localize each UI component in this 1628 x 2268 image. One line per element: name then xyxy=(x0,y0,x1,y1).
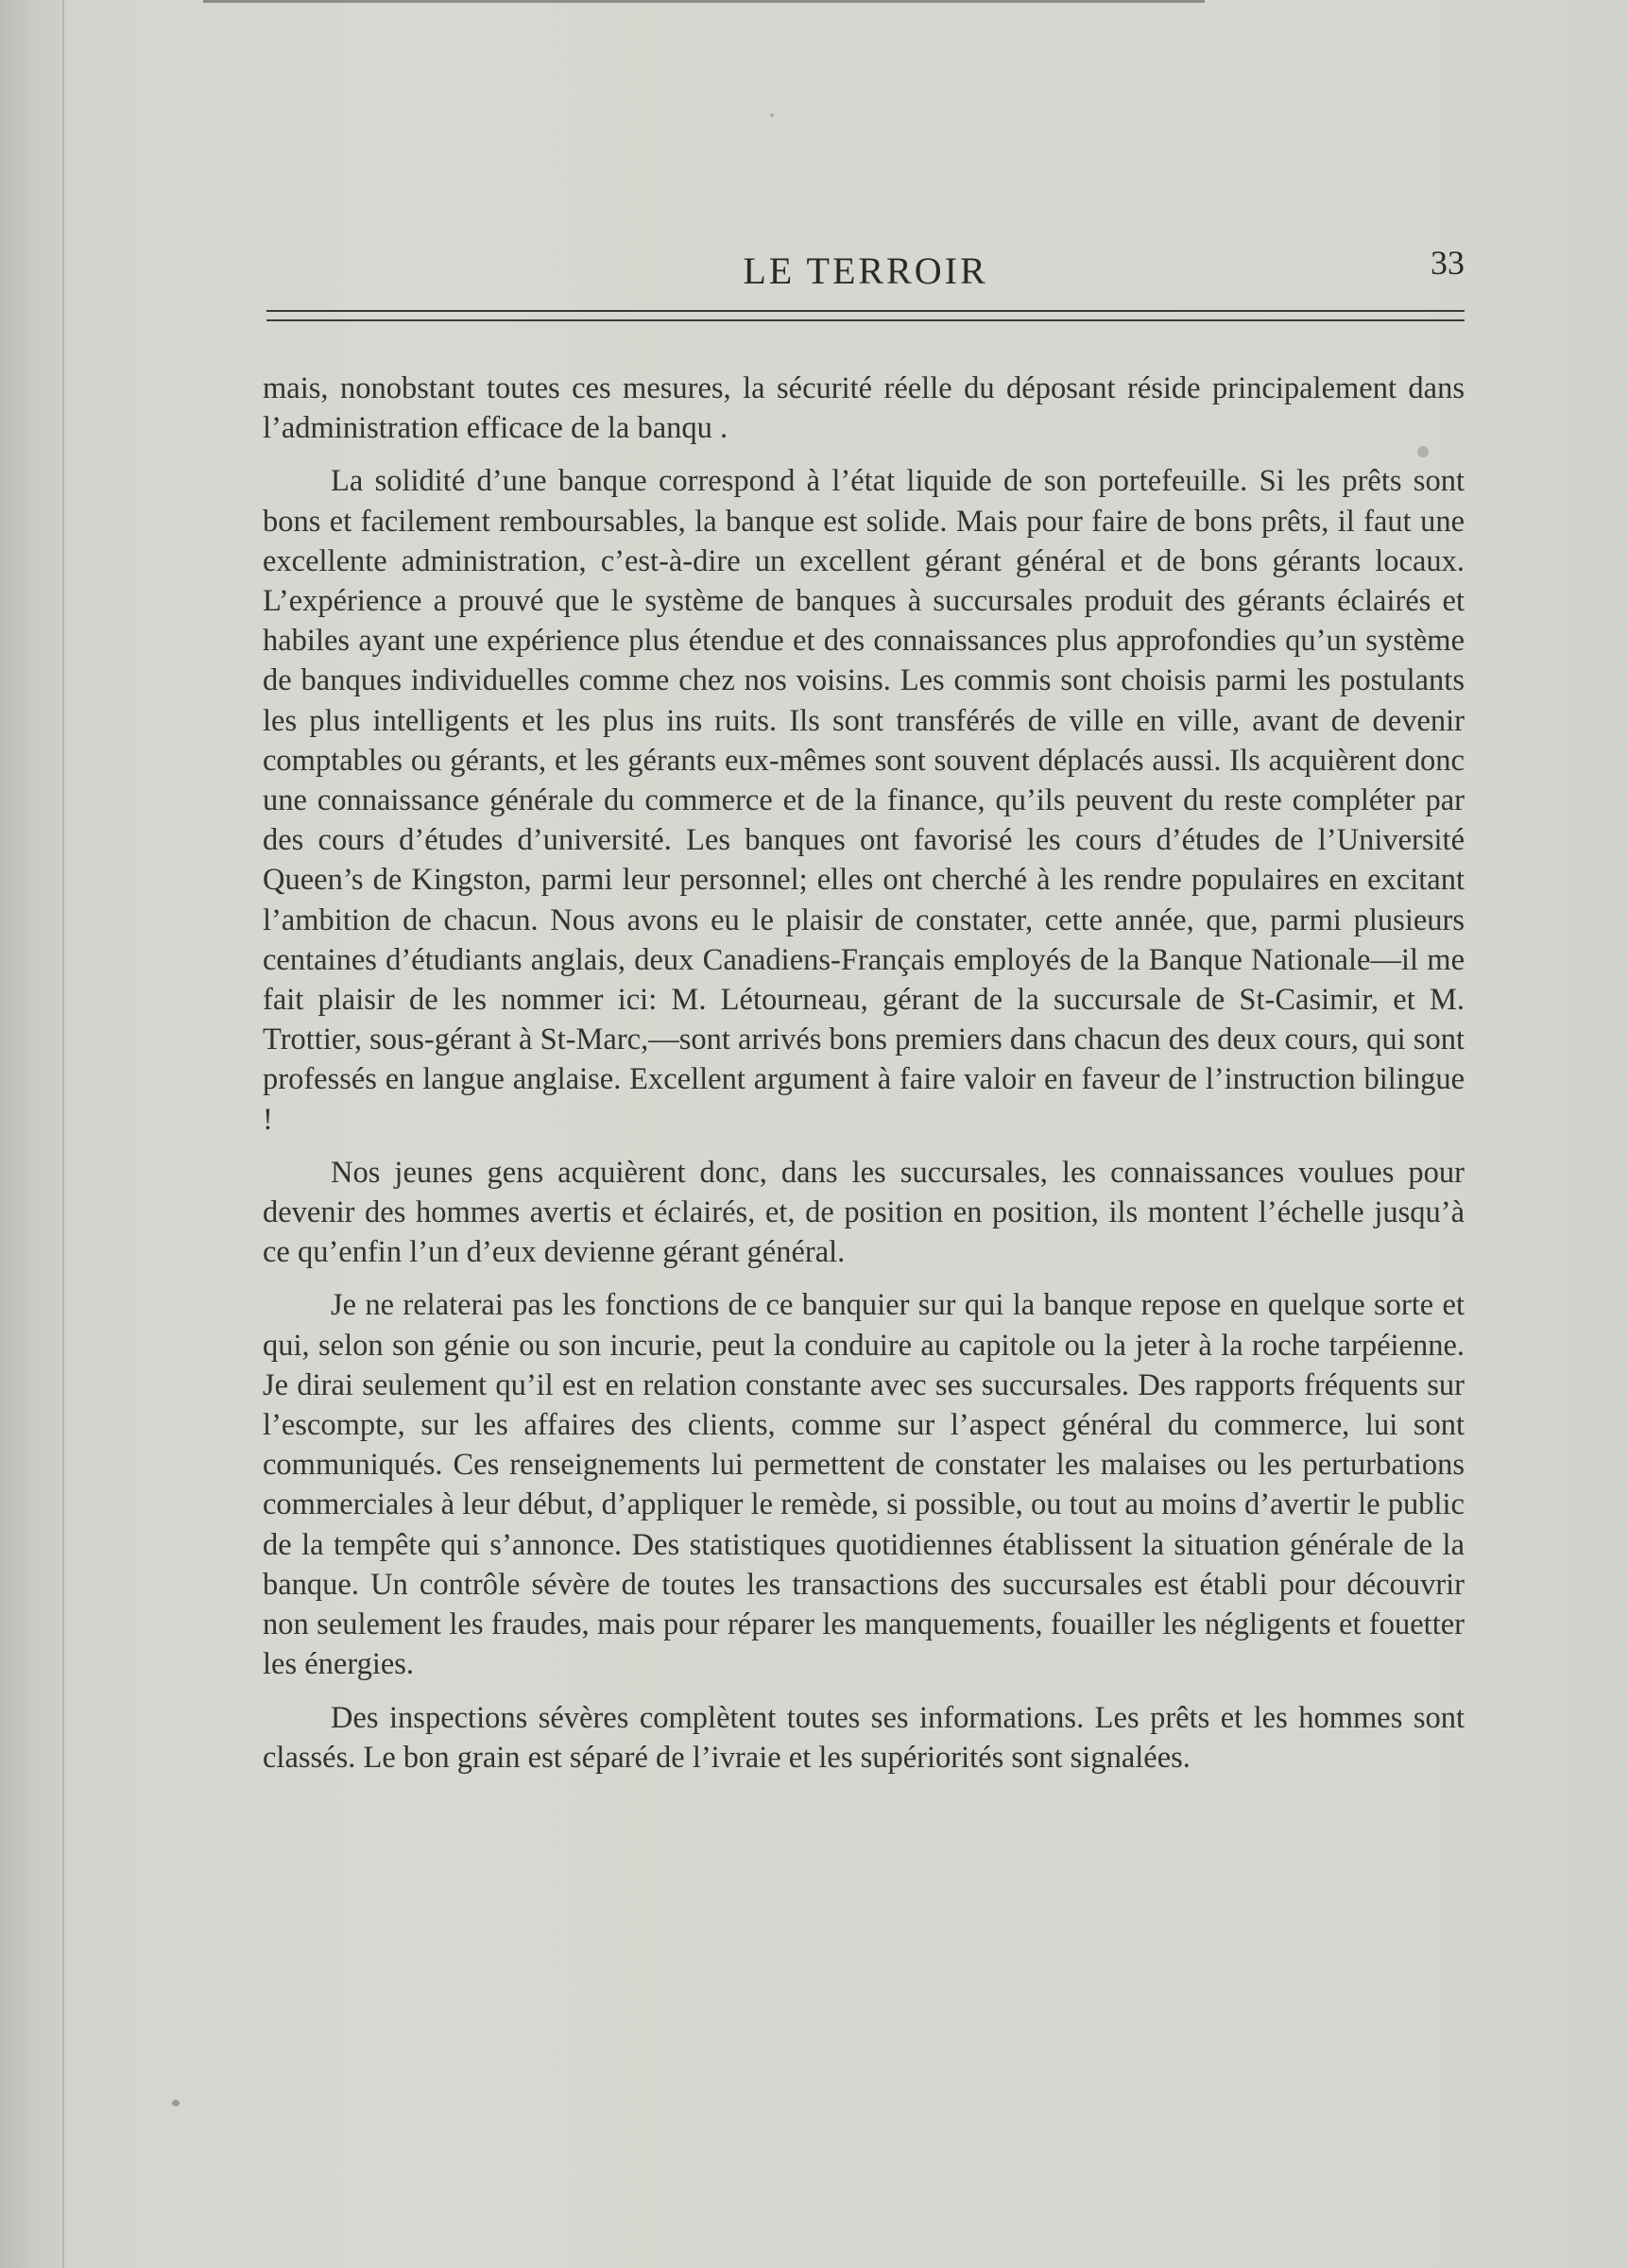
header-double-rule xyxy=(266,310,1465,321)
running-title: LE TERROIR xyxy=(743,249,988,292)
paper-speck xyxy=(1417,446,1429,457)
page-number: 33 xyxy=(1431,244,1465,282)
top-edge-rule xyxy=(203,0,1205,3)
paragraph-2: La solidité d’une banque correspond à l’état liquide de son portefeuille. Si les prêts sont bons et facilement remboursables, la banque est solide. Mais pour faire de bons prêts, il faut une excellente administration, c’est-à-dire un excellent gérant général et de bons gérants locaux. L’expérience a prouvé que le système de banques à succursales produit des gérants éclairés et habiles ayant une expérience plus étendue et des connaissances plus approfondies qu’un système de banques individuelles comme chez nos voisins. Les commis sont choisis parmi les postulants les plus intelligents et les plus ins ruits. Ils sont transférés de ville en ville, avant de devenir comptables ou gérants, et les gérants eux-mêmes sont souvent déplacés aussi. Ils acquièrent donc une connaissance générale du commerce et de la finance, qu’ils peuvent du reste compléter par des cours d’études d’université. Les banques ont favorisé les cours d’études de l’Université Queen’s de Kingston, parmi leur personnel; elles ont cherché à les rendre populaires en excitant l’ambition de chacun. Nous avons eu le plaisir de constater, cette année, que, parmi plusieurs centaines d’étudiants anglais, deux Canadiens-Français employés de la Banque Nationale—il me fait plaisir de les nommer ici: M. Létourneau, gérant de la succursale de St-Casimir, et M. Trottier, sous-gérant à St-Marc,—sont arrivés bons premiers dans chacun des deux cours, qui sont professés en langue anglaise. Excellent argument à faire valoir en faveur de l’instruction bilingue ! xyxy=(263,464,1465,1137)
paragraph-1: mais, nonobstant toutes ces mesures, la sécurité réelle du déposant réside principalement dans l’administration efficace de la banqu . xyxy=(263,371,1465,446)
page-header xyxy=(266,241,1465,292)
paragraph-5: Des inspections sévères complètent toutes ses informations. Les prêts et les hommes sont classés. Le bon grain est séparé de l’ivraie et les supériorités sont signalées. xyxy=(263,1700,1465,1775)
paragraph-4: Je ne relaterai pas les fonctions de ce banquier sur qui la banque repose en quelque sorte et qui, selon son génie ou son incurie, peut la conduire au capitole ou la jeter à la roche tarpéienne. Je dirai seulement qu’il est en relation constante avec ses succursales. Des rapports fréquents sur l’escompte, sur les affaires des clients, comme sur l’aspect général du commerce, lui sont communiqués. Ces renseignements lui permettent de constater les malaises ou les perturbations commerciales à leur début, d’appliquer le remède, si possible, ou tout au moins d’avertir le public de la tempête qui s’annonce. Des statistiques quotidiennes établissent la situation générale de la banque. Un contrôle sévère de toutes les transactions des succursales est établi pour découvrir non seulement les fraudes, mais pour réparer les manquements, fouailler les négligents et fouetter les énergies. xyxy=(263,1288,1465,1682)
paper-speck xyxy=(770,113,774,117)
paper-speck xyxy=(172,2100,180,2106)
binding-gutter xyxy=(62,0,64,2268)
body-text xyxy=(263,369,1465,1778)
paragraph-3: Nos jeunes gens acquièrent donc, dans les succursales, les connaissances voulues pour devenir des hommes avertis et éclairés, et, de position en position, ils montent l’échelle jusqu’à ce qu’enfin l’un d’eux devienne gérant général. xyxy=(263,1155,1465,1270)
